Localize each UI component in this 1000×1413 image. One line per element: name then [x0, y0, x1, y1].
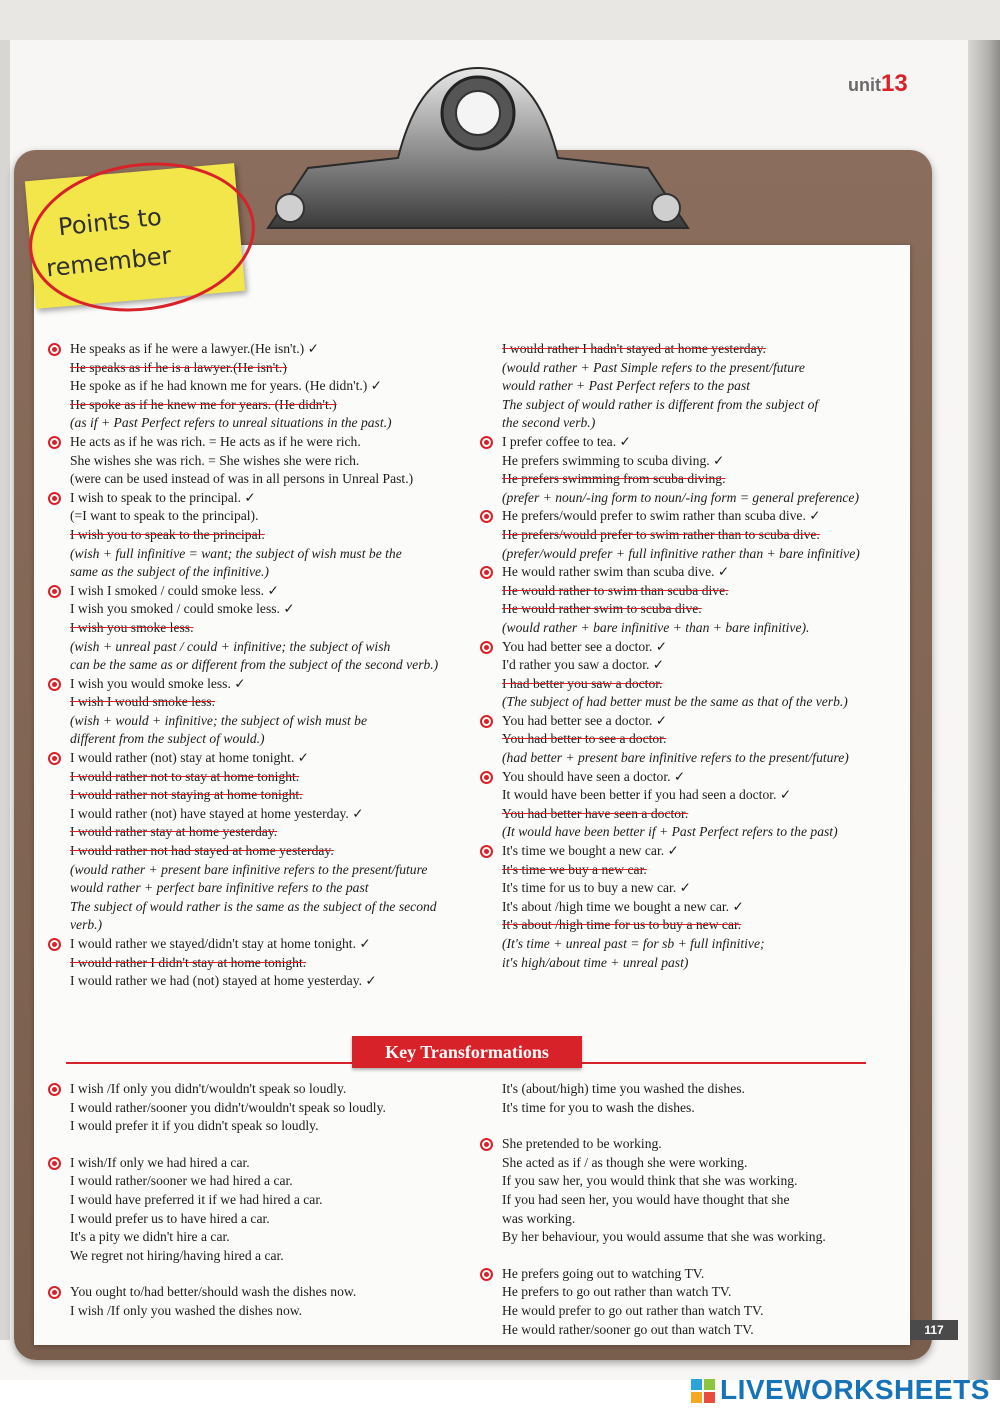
incorrect-example: I wish I would smoke less. — [70, 694, 215, 710]
point-item — [480, 433, 900, 507]
incorrect-example: He would rather to swim than scuba dive. — [502, 582, 729, 598]
transformation-sentence: I wish /If only you didn't/wouldn't speak so loudly. — [70, 1081, 347, 1096]
point-item — [480, 842, 900, 972]
point-item — [48, 935, 476, 991]
point-item — [48, 340, 476, 433]
incorrect-example: He speaks as if he is a lawyer.(He isn't.) — [70, 359, 287, 375]
example-sentence: He speaks as if he were a lawyer.(He isn't.) ✓ — [70, 341, 319, 356]
rule-explanation: The subject of would rather is the same as the subject of the second — [70, 898, 437, 914]
bullet-icon — [48, 436, 61, 449]
rule-explanation: The subject of would rather is different from the subject of — [502, 396, 819, 412]
bullet-icon — [480, 1268, 493, 1281]
incorrect-example: I would rather not to stay at home tonight. — [70, 768, 300, 784]
bullet-icon — [48, 678, 61, 691]
example-sentence: He spoke as if he had known me for years. (He didn't.) ✓ — [70, 378, 383, 394]
incorrect-example: He prefers/would prefer to swim rather than to scuba dive. — [502, 526, 820, 542]
rule-explanation: (wish + full infinitive = want; the subject of wish must be the — [70, 545, 402, 561]
rule-explanation: (wish + would + infinitive; the subject of wish must be — [70, 712, 367, 728]
example-sentence: It's time we bought a new car. ✓ — [502, 843, 679, 859]
incorrect-example: You had better have seen a doctor. — [502, 805, 689, 821]
liveworksheets-logo-icon — [690, 1378, 716, 1404]
point-item — [480, 768, 900, 842]
liveworksheets-brand: LIVEWORKSHEETS — [720, 1374, 990, 1405]
transformation-sentence: By her behaviour, you would assume that she was working. — [502, 1229, 826, 1245]
example-sentence: I would rather (not) stay at home tonight. ✓ — [70, 750, 310, 766]
bullet-icon — [480, 771, 493, 784]
example-sentence: I would rather we had (not) stayed at home yesterday. ✓ — [70, 973, 377, 989]
bullet-icon — [480, 715, 493, 728]
rule-explanation: it's high/about time + unreal past) — [502, 954, 689, 970]
incorrect-example: I would rather not staying at home tonight. — [70, 787, 303, 803]
bullet-icon — [48, 585, 61, 598]
point-item — [48, 675, 476, 749]
bullet-icon — [48, 752, 61, 765]
transformation-sentence: He would rather/sooner go out than watch TV. — [502, 1321, 754, 1337]
incorrect-example: I would rather I hadn't stayed at home yesterday. — [502, 341, 766, 356]
bullet-icon — [48, 1083, 61, 1096]
page-left-edge — [0, 40, 10, 1340]
incorrect-example: I would rather I didn't stay at home tonight. — [70, 954, 307, 970]
incorrect-example: He spoke as if he knew me for years. (He didn't.) — [70, 396, 337, 412]
incorrect-example: I wish you to speak to the principal. — [70, 526, 265, 542]
incorrect-example: I would rather not had stayed at home yesterday. — [70, 843, 334, 859]
transformation-group — [480, 1080, 900, 1117]
rule-explanation: (would rather + present bare infinitive refers to the present/future — [70, 861, 428, 877]
transformation-sentence: You ought to/had better/should wash the dishes now. — [70, 1284, 357, 1300]
example-sentence: I would rather we stayed/didn't stay at home tonight. ✓ — [70, 936, 371, 951]
example-sentence: He acts as if he was rich. = He acts as if he were rich. — [70, 433, 361, 449]
bullet-icon — [480, 641, 493, 654]
transformation-sentence: was working. — [502, 1210, 576, 1226]
unit-number: 13 — [881, 70, 908, 97]
transformation-sentence: He would prefer to go out rather than watch TV. — [502, 1302, 764, 1318]
bullet-icon — [480, 436, 493, 449]
example-sentence: She wishes she was rich. = She wishes she were rich. — [70, 452, 360, 468]
example-sentence: I wish to speak to the principal. ✓ — [70, 489, 256, 505]
group-spacer — [48, 1136, 478, 1154]
point-item — [480, 563, 900, 637]
key-transformations-left — [48, 1080, 478, 1321]
transformation-sentence: I would rather/sooner you didn't/wouldn't speak so loudly. — [70, 1099, 386, 1115]
group-spacer — [480, 1117, 900, 1135]
rule-explanation: would rather + perfect bare infinitive refers to the past — [70, 880, 369, 896]
point-item — [48, 582, 476, 675]
transformation-sentence: I would prefer us to have hired a car. — [70, 1210, 270, 1226]
incorrect-example: You had better to see a doctor. — [502, 731, 667, 747]
note-title-line1: Points to — [56, 202, 164, 242]
points-left-column — [48, 340, 476, 991]
rule-explanation: same as the subject of the infinitive.) — [70, 564, 269, 580]
transformation-sentence: She acted as if / as though she were working. — [502, 1154, 748, 1170]
transformation-group — [48, 1080, 478, 1136]
group-spacer — [48, 1265, 478, 1283]
bullet-icon — [48, 343, 61, 356]
point-item — [480, 712, 900, 768]
bullet-icon — [480, 1138, 493, 1151]
transformation-group — [480, 1265, 900, 1339]
rule-explanation: (prefer/would prefer + full infinitive rather than + bare infinitive) — [502, 545, 860, 561]
transformation-group — [480, 1135, 900, 1247]
bullet-icon — [48, 1286, 61, 1299]
red-circle-icon — [22, 142, 262, 322]
example-sentence: I prefer coffee to tea. ✓ — [502, 433, 631, 449]
incorrect-example: I had better you saw a doctor. — [502, 675, 663, 691]
points-right-column — [480, 340, 900, 972]
bullet-icon — [480, 566, 493, 579]
example-sentence: I wish you smoked / could smoke less. ✓ — [70, 601, 295, 617]
bullet-icon — [48, 938, 61, 951]
example-sentence: It's about /high time we bought a new car. ✓ — [502, 898, 744, 914]
group-spacer — [480, 1247, 900, 1265]
example-sentence: (were can be used instead of was in all persons in Unreal Past.) — [70, 471, 414, 487]
point-item — [48, 489, 476, 582]
example-sentence: It would have been better if you had seen a doctor. ✓ — [502, 787, 792, 803]
rule-explanation: (It would have been better if + Past Perfect refers to the past) — [502, 824, 838, 840]
transformation-sentence: He prefers going out to watching TV. — [502, 1265, 705, 1281]
point-item — [48, 433, 476, 489]
unit-heading — [848, 70, 908, 98]
rule-explanation: can be the same as or different from the subject of the second verb.) — [70, 657, 439, 673]
rule-explanation: (as if + Past Perfect refers to unreal situations in the past.) — [70, 415, 392, 431]
incorrect-example: He would rather swim to scuba dive. — [502, 601, 702, 617]
example-sentence: I wish I smoked / could smoke less. ✓ — [70, 582, 279, 598]
page-number: 117 — [910, 1320, 958, 1340]
rule-explanation: verb.) — [70, 917, 103, 933]
incorrect-example: It's about /high time for us to buy a new car. — [502, 917, 742, 933]
rule-explanation: the second verb.) — [502, 415, 596, 431]
transformation-sentence: It's time for you to wash the dishes. — [502, 1099, 695, 1115]
example-sentence: He prefers swimming to scuba diving. ✓ — [502, 452, 725, 468]
transformation-sentence: It's a pity we didn't hire a car. — [70, 1229, 230, 1245]
rule-explanation: (prefer + noun/-ing form to noun/-ing form = general preference) — [502, 489, 859, 505]
example-sentence: He would rather swim than scuba dive. ✓ — [502, 564, 730, 580]
rule-explanation: (would rather + Past Simple refers to the present/future — [502, 359, 805, 375]
rule-explanation: different from the subject of would.) — [70, 731, 265, 747]
transformation-group — [48, 1154, 478, 1266]
example-sentence: I would rather (not) have stayed at home yesterday. ✓ — [70, 805, 364, 821]
unit-label: unit — [848, 75, 881, 95]
incorrect-example: I wish you smoke less. — [70, 619, 194, 635]
incorrect-example: I would rather stay at home yesterday. — [70, 824, 278, 840]
transformation-sentence: I wish /If only you washed the dishes now. — [70, 1302, 303, 1318]
transformation-sentence: I wish/If only we had hired a car. — [70, 1154, 250, 1170]
example-sentence: You had better see a doctor. ✓ — [502, 712, 668, 728]
incorrect-example: He prefers swimming from scuba diving. — [502, 471, 726, 487]
bullet-icon — [48, 1157, 61, 1170]
transformation-sentence: If you saw her, you would think that she was working. — [502, 1173, 798, 1189]
key-transformations-right — [480, 1080, 900, 1339]
book-spine — [968, 40, 1000, 1380]
example-sentence: It's time for us to buy a new car. ✓ — [502, 880, 692, 896]
rule-explanation: (would rather + bare infinitive + than + bare infinitive). — [502, 619, 810, 635]
transformation-sentence: If you had seen her, you would have thought that she — [502, 1191, 790, 1207]
rule-explanation: would rather + Past Perfect refers to the past — [502, 378, 751, 394]
clipboard-clip-icon — [248, 58, 708, 248]
bullet-icon — [48, 492, 61, 505]
transformation-sentence: He prefers to go out rather than watch TV. — [502, 1284, 732, 1300]
rule-explanation: (The subject of had better must be the same as that of the verb.) — [502, 694, 848, 710]
point-item — [48, 749, 476, 935]
example-sentence: (=I want to speak to the principal). — [70, 508, 259, 524]
transformation-sentence: I would rather/sooner we had hired a car. — [70, 1173, 293, 1189]
transformation-group — [48, 1283, 478, 1320]
point-item — [480, 507, 900, 563]
transformation-sentence: We regret not hiring/having hired a car. — [70, 1247, 284, 1263]
example-sentence: You should have seen a doctor. ✓ — [502, 768, 686, 784]
rule-explanation: (wish + unreal past / could + infinitive; the subject of wish — [70, 638, 391, 654]
example-sentence: I'd rather you saw a doctor. ✓ — [502, 657, 665, 673]
point-item — [480, 340, 900, 433]
bullet-icon — [480, 845, 493, 858]
example-sentence: He prefers/would prefer to swim rather than scuba dive. ✓ — [502, 508, 821, 524]
transformation-sentence: She pretended to be working. — [502, 1136, 662, 1152]
key-transformations-title: Key Transformations — [352, 1036, 582, 1068]
incorrect-example: It's time we buy a new car. — [502, 861, 647, 877]
example-sentence: I wish you would smoke less. ✓ — [70, 675, 246, 691]
bullet-icon — [480, 510, 493, 523]
note-title-line2: remember — [44, 241, 173, 283]
rule-explanation: (had better + present bare infinitive refers to the present/future) — [502, 750, 849, 766]
transformation-sentence: I would have preferred it if we had hired a car. — [70, 1191, 323, 1207]
point-item — [480, 638, 900, 712]
rule-explanation: (It's time + unreal past = for sb + full infinitive; — [502, 936, 765, 951]
example-sentence: You had better see a doctor. ✓ — [502, 638, 668, 654]
transformation-sentence: It's (about/high) time you washed the dishes. — [502, 1081, 745, 1096]
transformation-sentence: I would prefer it if you didn't speak so loudly. — [70, 1118, 319, 1134]
